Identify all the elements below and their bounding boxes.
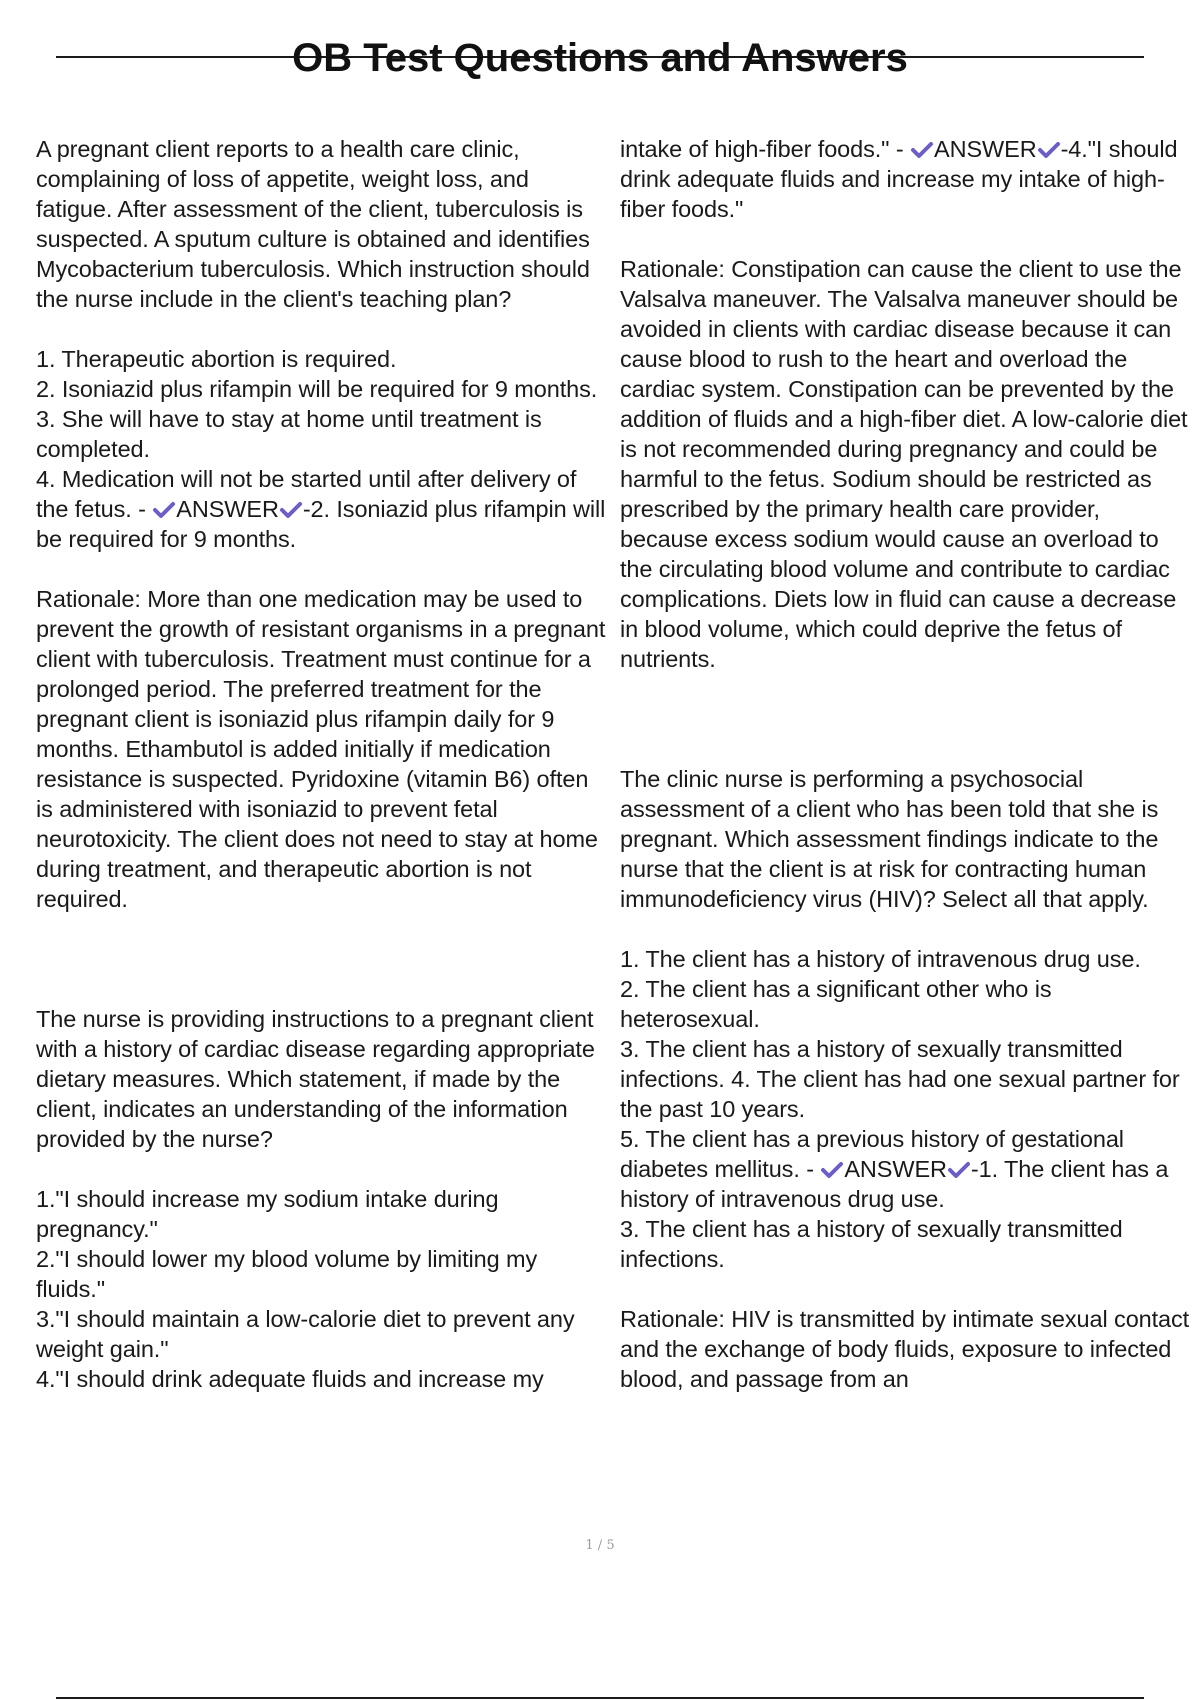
question-1-option-1: 1. Therapeutic abortion is required. — [36, 346, 397, 372]
question-3-option-5: 5. The client has a previous history of gestational diabetes mellitus. - — [620, 1126, 1124, 1182]
question-2-text: The nurse is providing instructions to a pregnant client with a history of cardiac disease regarding appropriate dietary measures. Which statement, if made by the client, indicates an understanding of the information provided by the nurse? — [36, 1006, 595, 1152]
checkmark-icon — [820, 1161, 844, 1179]
answer-label: ANSWER — [176, 496, 279, 522]
question-2-option-3: 3."I should maintain a low-calorie diet to prevent any weight gain." — [36, 1306, 575, 1362]
right-column — [620, 134, 1194, 1394]
left-column — [36, 134, 606, 1394]
question-3-option-3-4: 3. The client has a history of sexually transmitted infections. 4. The client has had one sexual partner for the past 10 years. — [620, 1036, 1180, 1122]
question-1-option-3: 3. She will have to stay at home until treatment is completed. — [36, 406, 542, 462]
question-3-option-2: 2. The client has a significant other who is heterosexual. — [620, 976, 1052, 1032]
checkmark-icon — [152, 501, 176, 519]
question-2-option-4-start: 4."I should drink adequate fluids and increase my — [36, 1366, 544, 1392]
question-1-answer: -2. Isoniazid plus rifampin will be required for 9 months. — [36, 496, 606, 552]
title-area — [56, 30, 1144, 86]
answer-label: ANSWER — [934, 136, 1037, 162]
question-1-option-4: 4. Medication will not be started until after delivery of the fetus. - — [36, 466, 577, 522]
question-2-option-4-end: intake of high-fiber foods." - — [620, 136, 911, 162]
question-3-rationale-start: Rationale: HIV is transmitted by intimate sexual contact and the exchange of body fluids, exposure to infected blood, and passage from an — [620, 1306, 1190, 1392]
question-2-option-1: 1."I should increase my sodium intake during pregnancy." — [36, 1186, 499, 1242]
question-2-rationale: Rationale: Constipation can cause the client to use the Valsalva maneuver. The Valsalva maneuver should be avoided in clients with cardiac disease because it can cause blood to rush to the heart and overload the cardiac system. Constipation can be prevented by the addition of fluids and a high-fiber diet. A low-calorie diet is not recommended during pregnancy and could be harmful to the fetus. Sodium should be restricted as prescribed by the primary health care provider, because excess sodium would cause an overload to the circulating blood volume and contribute to cardiac complications. Diets low in fluid can cause a decrease in blood volume, which could deprive the fetus of nutrients. — [620, 256, 1188, 672]
question-1-rationale: Rationale: More than one medication may be used to prevent the growth of resistant organisms in a pregnant client with tuberculosis. Treatment must continue for a prolonged period. The preferred treatment for the pregnant client is isoniazid plus rifampin daily for 9 months. Ethambutol is added initially if medication resistance is suspected. Pyridoxine (vitamin B6) often is administered with isoniazid to prevent fetal neurotoxicity. The client does not need to stay at home during treatment, and therapeutic abortion is not required. — [36, 586, 606, 912]
bottom-rule — [56, 1697, 1144, 1699]
checkmark-icon — [947, 1161, 971, 1179]
question-3-option-1: 1. The client has a history of intravenous drug use. — [620, 946, 1141, 972]
answer-label: ANSWER — [844, 1156, 947, 1182]
question-2-option-4-and-answer — [620, 134, 1194, 224]
question-1-option-2: 2. Isoniazid plus rifampin will be required for 9 months. — [36, 376, 598, 402]
question-3-text: The clinic nurse is performing a psychosocial assessment of a client who has been told that she is pregnant. Which assessment findings indicate to the nurse that the client is at risk for contracting human immunodeficiency virus (HIV)? Select all that apply. — [620, 766, 1159, 912]
page-number: 1 / 5 — [585, 1538, 615, 1553]
question-3-answer-b: 3. The client has a history of sexually transmitted infections. — [620, 1216, 1123, 1272]
question-2-option-2: 2."I should lower my blood volume by limiting my fluids." — [36, 1246, 538, 1302]
checkmark-icon — [279, 501, 303, 519]
document-title: OB Test Questions and Answers — [292, 36, 908, 80]
question-3-option-5-and-answer — [620, 1124, 1194, 1214]
question-3-answer-a: -1. The client has a history of intravenous drug use. — [620, 1156, 1169, 1212]
checkmark-icon — [1037, 141, 1061, 159]
question-2-answer: -4."I should drink adequate fluids and increase my intake of high-fiber foods." — [620, 136, 1178, 222]
question-1-option-4-and-answer — [36, 464, 606, 554]
checkmark-icon — [910, 141, 934, 159]
question-1-text: A pregnant client reports to a health care clinic, complaining of loss of appetite, weight loss, and fatigue. After assessment of the client, tuberculosis is suspected. A sputum culture is obtained and identifies Mycobacterium tuberculosis. Which instruction should the nurse include in the client's teaching plan? — [36, 136, 590, 312]
